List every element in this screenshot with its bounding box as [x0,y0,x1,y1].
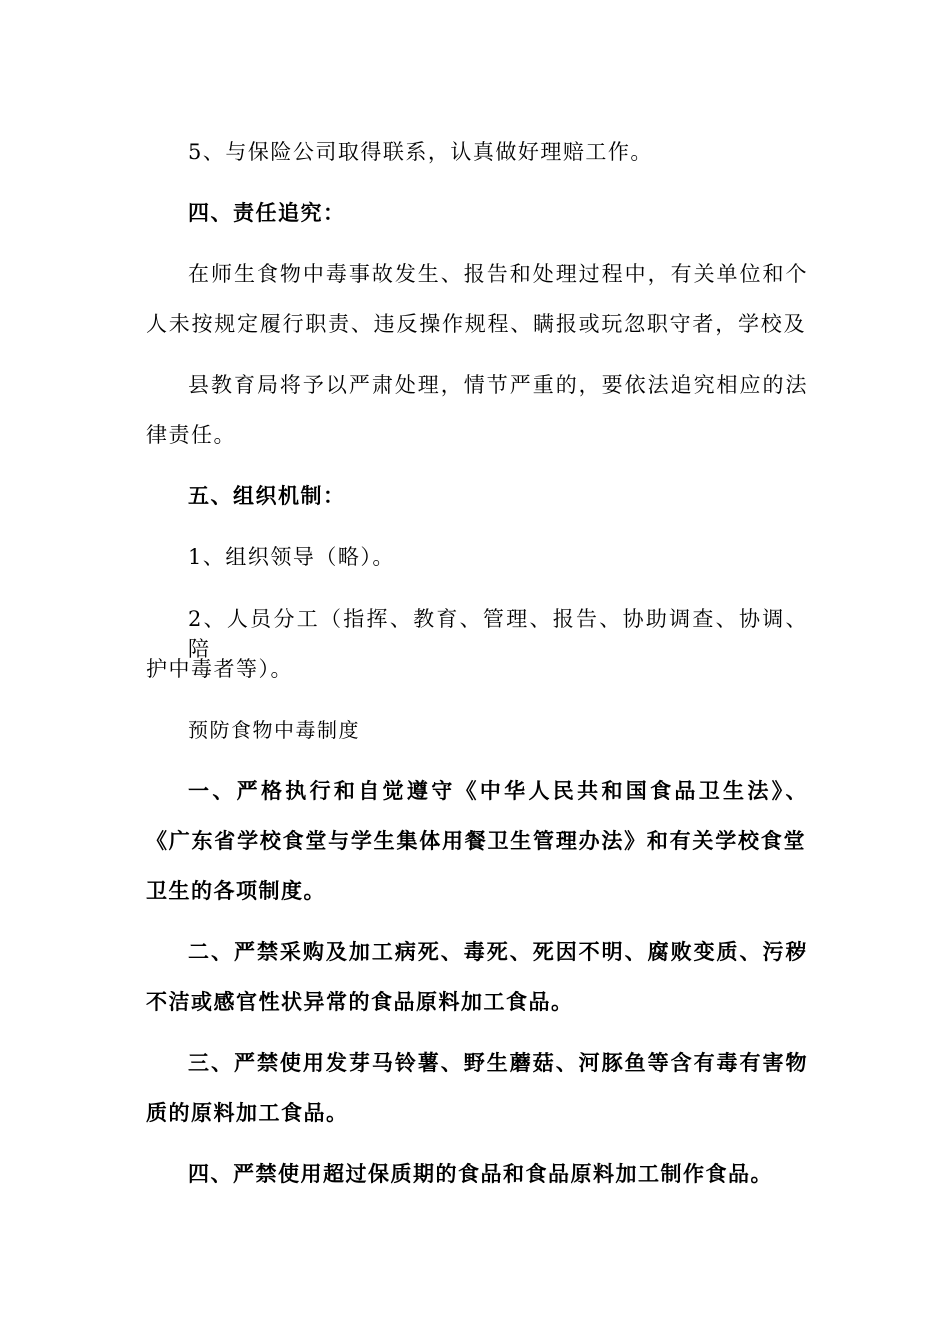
rule-1-line-1: 一、严格执行和自觉遵守《中华人民共和国食品卫生法》、 [188,778,808,803]
rule-1-line-3: 卫生的各项制度。 [146,878,326,903]
paragraph-org-leadership: 1、组织领导（略）。 [188,545,395,569]
heading-organization: 五、组织机制： [188,483,346,508]
paragraph-responsibility-line-2: 人未按规定履行职责、违反操作规程、瞒报或玩忽职守者，学校及 [146,312,806,336]
rule-1-line-2: 《广东省学校食堂与学生集体用餐卫生管理办法》和有关学校食堂 [146,828,806,853]
paragraph-responsibility-line-1: 在师生食物中毒事故发生、报告和处理过程中，有关单位和个 [188,262,808,286]
paragraph-responsibility-line-4: 律责任。 [146,423,236,447]
rule-2-line-2: 不洁或感官性状异常的食品原料加工食品。 [146,989,574,1014]
paragraph-insurance-claims: 5、与保险公司取得联系，认真做好理赔工作。 [188,140,653,164]
rule-3-line-2: 质的原料加工食品。 [146,1100,349,1125]
rule-4: 四、严禁使用超过保质期的食品和食品原料加工制作食品。 [188,1161,773,1186]
heading-responsibility: 四、责任追究： [188,200,346,225]
paragraph-staff-division-line-1: 2、人员分工（指挥、教育、管理、报告、协助调查、协调、陪 [188,607,808,661]
paragraph-responsibility-line-3: 县教育局将予以严肃处理，情节严重的，要依法追究相应的法 [188,373,808,397]
rule-3-line-1: 三、严禁使用发芽马铃薯、野生蘑菇、河豚鱼等含有毒有害物 [188,1050,808,1075]
paragraph-staff-division-line-2: 护中毒者等）。 [146,657,293,681]
section-title-food-poisoning-prevention: 预防食物中毒制度 [188,718,360,742]
rule-2-line-1: 二、严禁采购及加工病死、毒死、死因不明、腐败变质、污秽 [188,939,808,964]
